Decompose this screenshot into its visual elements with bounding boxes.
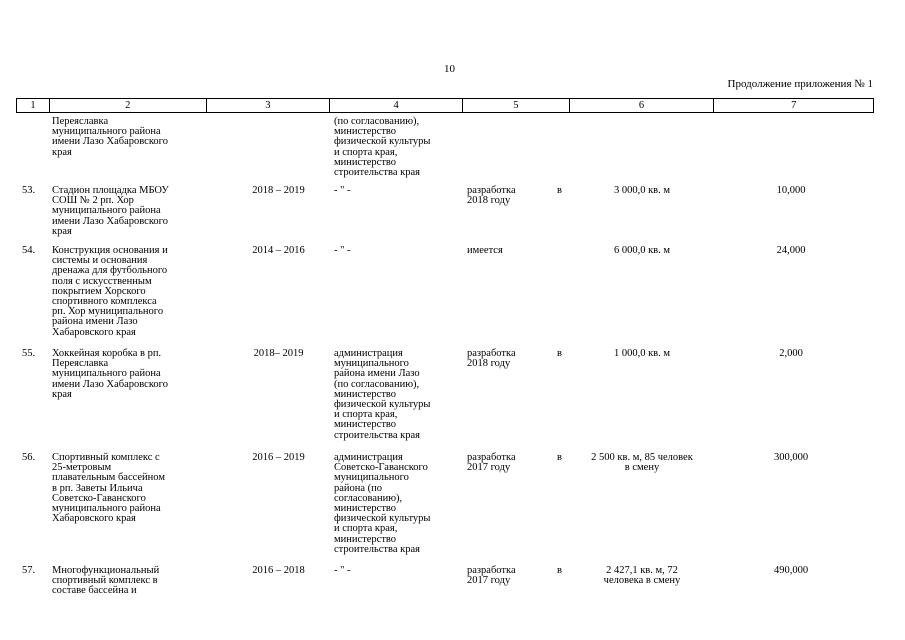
capacity: 3 000,0 кв. м xyxy=(613,185,671,196)
period: 2018– 2019 xyxy=(253,348,304,359)
header-cell: 3 xyxy=(207,99,331,112)
period: 2018 – 2019 xyxy=(252,185,305,196)
page-number: 10 xyxy=(444,63,455,75)
period: 2016 – 2019 xyxy=(252,452,305,463)
period: 2014 – 2016 xyxy=(252,245,305,256)
header-cell: 2 xyxy=(50,99,207,112)
row-number: 55. xyxy=(22,348,36,359)
status-preposition: в xyxy=(557,452,562,463)
documentation-status: разработка 2017 году xyxy=(467,565,516,587)
row-number: 53. xyxy=(22,185,36,196)
documentation-status: разработка 2018 году xyxy=(467,348,516,370)
capacity: 1 000,0 кв. м xyxy=(613,348,671,359)
continuation-label: Продолжение приложения № 1 xyxy=(727,78,873,90)
header-cell: 5 xyxy=(463,99,570,112)
object-name: Конструкция основания и системы и основания дренажа для футбольного поля с искусственным покрытием Хорского спортивного комплекса рп. Хор муниципального района имени Лазо Хабаровского края xyxy=(52,245,168,338)
cost: 24,000 xyxy=(776,245,806,256)
cost: 10,000 xyxy=(776,185,806,196)
documentation-status: разработка 2017 году xyxy=(467,452,516,474)
cost: 490,000 xyxy=(773,565,809,576)
responsible: - " - xyxy=(334,185,351,196)
responsible: администрация Советско-Гаванского муниципального района (по согласованию), министерство физической культуры и спорта края, министерство строительства края xyxy=(334,452,431,555)
capacity: 2 427,1 кв. м, 72 человека в смену xyxy=(603,565,681,587)
capacity: 6 000,0 кв. м xyxy=(613,245,671,256)
row-number: 56. xyxy=(22,452,36,463)
table-header xyxy=(16,98,874,113)
object-name: Хоккейная коробка в рп. Переяславка муниципального района имени Лазо Хабаровского края xyxy=(52,348,168,400)
header-cell: 1 xyxy=(17,99,50,112)
object-name: Многофункциональный спортивный комплекс в составе бассейна и xyxy=(52,565,160,597)
responsible: (по согласованию), министерство физической культуры и спорта края, министерство строительства края xyxy=(334,116,431,179)
header-cell: 4 xyxy=(330,99,463,112)
header-cell: 6 xyxy=(570,99,715,112)
row-number: 54. xyxy=(22,245,36,256)
cost: 300,000 xyxy=(773,452,809,463)
header-cell: 7 xyxy=(791,100,797,111)
status-preposition: в xyxy=(557,565,562,576)
documentation-status: разработка 2018 году xyxy=(467,185,516,207)
responsible: - " - xyxy=(334,245,351,256)
capacity: 2 500 кв. м, 85 человек в смену xyxy=(591,452,693,474)
period: 2016 – 2018 xyxy=(252,565,305,576)
object-name: Спортивный комплекс с 25-метровым плавательным бассейном в рп. Заветы Ильича Советско-Гаванского муниципального района Хабаровского края xyxy=(52,452,165,525)
responsible: - " - xyxy=(334,565,351,576)
status-preposition: в xyxy=(557,185,562,196)
status-preposition: в xyxy=(557,348,562,359)
object-name: Стадион площадка МБОУ СОШ № 2 рп. Хор муниципального района имени Лазо Хабаровского края xyxy=(52,185,169,237)
cost: 2,000 xyxy=(779,348,803,359)
object-name: Переяславка муниципального района имени Лазо Хабаровского края xyxy=(52,116,168,158)
row-number: 57. xyxy=(22,565,36,576)
documentation-status: имеется xyxy=(467,245,503,256)
responsible: администрация муниципального района имени Лазо (по согласованию), министерство физической культуры и спорта края, министерство строительства края xyxy=(334,348,431,441)
